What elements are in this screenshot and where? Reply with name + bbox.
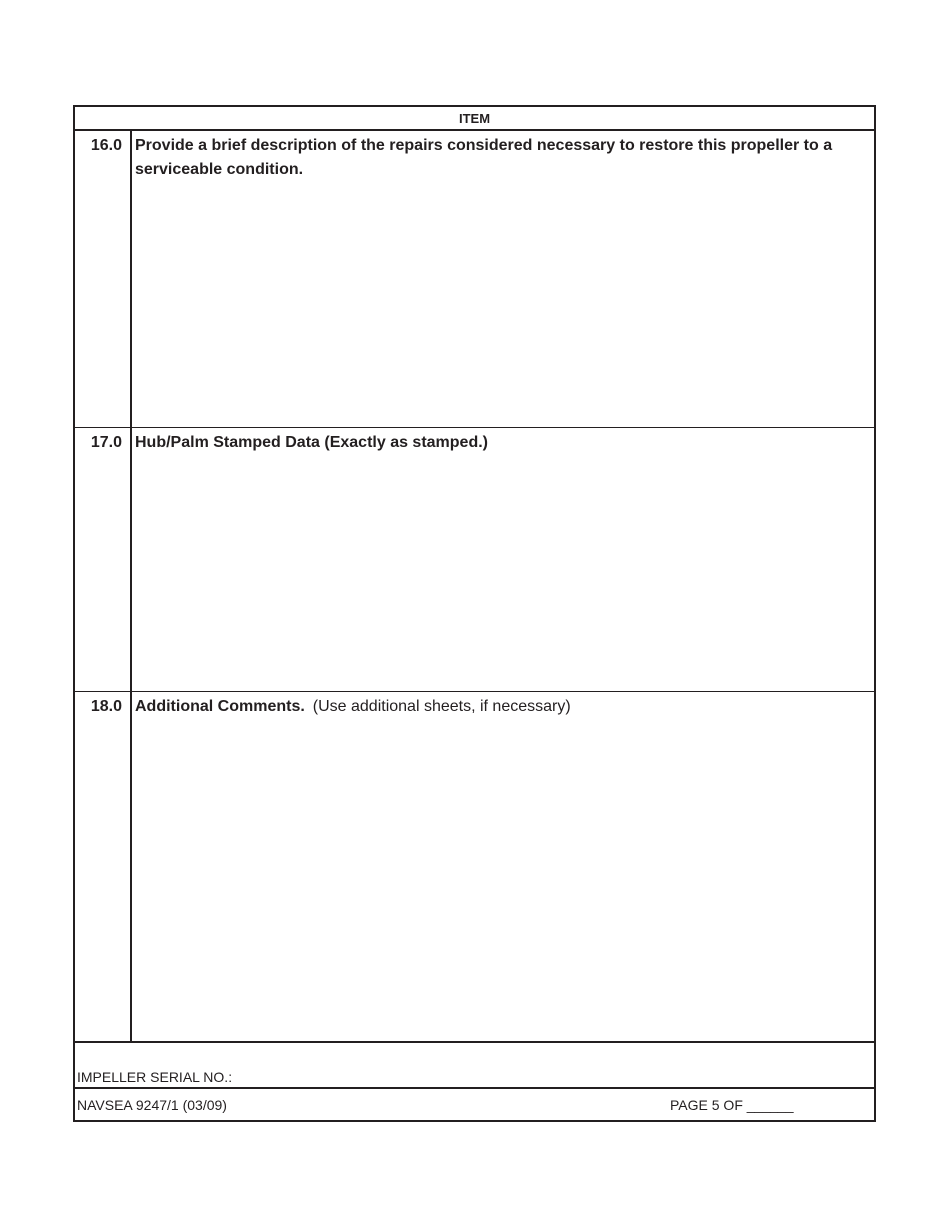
form-frame bbox=[73, 105, 876, 1122]
page-number: PAGE 5 OF ______ bbox=[670, 1097, 794, 1113]
item-number: 16.0 bbox=[90, 137, 122, 154]
item-title: Hub/Palm Stamped Data (Exactly as stamped.) bbox=[135, 434, 488, 451]
item-additional-comments[interactable] bbox=[135, 695, 855, 719]
item-title: Provide a brief description of the repairs considered necessary to restore this propeller to a serviceable condition. bbox=[135, 137, 833, 178]
form-footer bbox=[75, 1089, 874, 1120]
serial-number-label: IMPELLER SERIAL NO.: bbox=[77, 1069, 233, 1085]
form-identifier: NAVSEA 9247/1 (03/09) bbox=[77, 1097, 227, 1113]
item-stamped-data[interactable] bbox=[135, 431, 855, 455]
item-description-repairs[interactable] bbox=[135, 134, 855, 182]
item-row-17 bbox=[75, 428, 874, 692]
item-note: (Use additional sheets, if necessary) bbox=[312, 698, 571, 715]
item-row-18 bbox=[75, 692, 874, 1043]
serial-number-row[interactable] bbox=[75, 1043, 874, 1089]
item-number: 18.0 bbox=[90, 698, 122, 715]
item-column-header: ITEM bbox=[75, 107, 874, 131]
item-row-16 bbox=[75, 131, 874, 428]
item-number: 17.0 bbox=[90, 434, 122, 451]
item-title: Additional Comments. bbox=[135, 698, 305, 715]
